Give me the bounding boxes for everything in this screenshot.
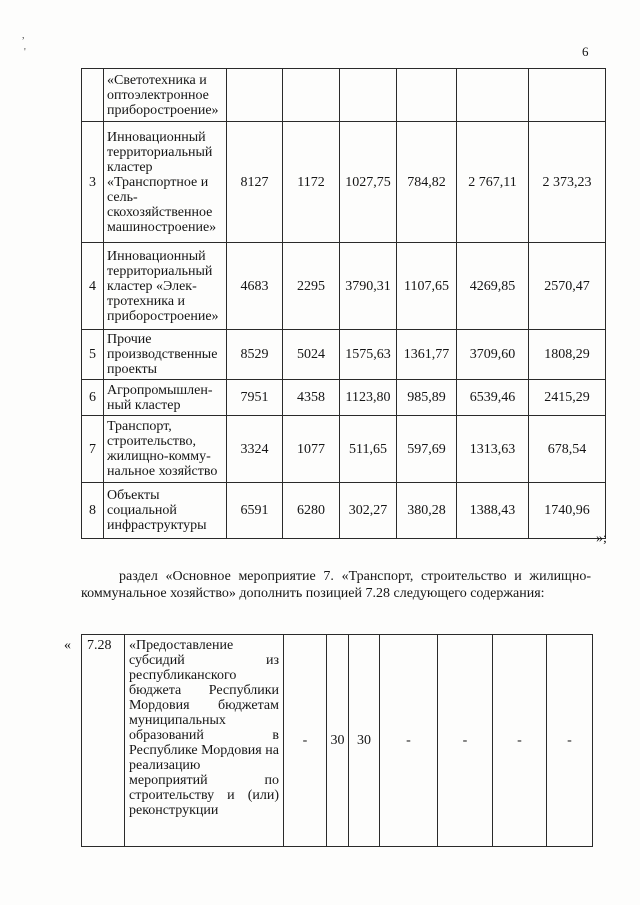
measure-description: «Предоставление субсидий из республиканского бюджета Республики Мордовия бюджетам муниципальных образований в Республике Мордовия на реализацию мероприятий по строительству и (или) реконструкции [125, 635, 284, 847]
table-cell: 511,65 [340, 416, 397, 483]
table-cell: 7951 [227, 380, 283, 416]
opening-quote: « [64, 638, 71, 653]
row-number: 7 [82, 416, 104, 483]
table-row [82, 416, 606, 483]
row-name: Инновационный территориальный кластер «Элек-тротехника и приборостроение» [104, 243, 227, 330]
row-number: 4 [82, 243, 104, 330]
table-cell: - [380, 635, 438, 847]
table-cell: 1575,63 [340, 330, 397, 380]
table-cell: 5024 [283, 330, 340, 380]
table-cell: 1808,29 [529, 330, 606, 380]
amendment-paragraph: раздел «Основное мероприятие 7. «Транспорт, строительство и жилищно-коммунальное хозяйство» дополнить позицией 7.28 следующего содержания: [81, 569, 591, 601]
table-cell [227, 69, 283, 122]
table-cell: 30 [349, 635, 380, 847]
closing-quote: »; [596, 531, 607, 546]
row-name: Агропромышлен-ный кластер [104, 380, 227, 416]
table-cell: 4358 [283, 380, 340, 416]
table-cell: 2295 [283, 243, 340, 330]
row-name: Инновационный территориальный кластер «Транспортное и сель-скохозяйственное машиностроение» [104, 122, 227, 243]
table-cell: 3790,31 [340, 243, 397, 330]
table-row [82, 330, 606, 380]
table-cell: 1172 [283, 122, 340, 243]
table-cell: 1077 [283, 416, 340, 483]
table-cell: 2570,47 [529, 243, 606, 330]
row-name: «Светотехника и оптоэлектронное приборостроение» [104, 69, 227, 122]
row-number: 8 [82, 483, 104, 539]
table-cell: 302,27 [340, 483, 397, 539]
row-number: 5 [82, 330, 104, 380]
table-cell: 6539,46 [457, 380, 529, 416]
table-cell: 1027,75 [340, 122, 397, 243]
table-cell: 678,54 [529, 416, 606, 483]
measure-table [81, 634, 593, 847]
page-number: 6 [582, 44, 589, 59]
table-cell: 30 [327, 635, 349, 847]
table-row [82, 483, 606, 539]
table-cell: 4683 [227, 243, 283, 330]
table-cell: 2415,29 [529, 380, 606, 416]
row-name: Прочие производственные проекты [104, 330, 227, 380]
scan-mark: , [22, 30, 25, 41]
table-row [82, 122, 606, 243]
table-cell: 3709,60 [457, 330, 529, 380]
table-cell [397, 69, 457, 122]
table-row [82, 635, 593, 847]
table-cell: 784,82 [397, 122, 457, 243]
table-row [82, 380, 606, 416]
table-cell: 597,69 [397, 416, 457, 483]
table-cell: 1740,96 [529, 483, 606, 539]
row-number [82, 69, 104, 122]
table-cell [283, 69, 340, 122]
row-name: Транспорт, строительство, жилищно-комму-нальное хозяйство [104, 416, 227, 483]
table-cell [529, 69, 606, 122]
measure-code: 7.28 [82, 635, 125, 847]
table-cell [340, 69, 397, 122]
table-cell: 985,89 [397, 380, 457, 416]
scan-mark: ' [24, 47, 26, 58]
row-number: 6 [82, 380, 104, 416]
table-cell: 3324 [227, 416, 283, 483]
table-cell: 4269,85 [457, 243, 529, 330]
table-cell: 8127 [227, 122, 283, 243]
table-cell [457, 69, 529, 122]
table-cell: 6280 [283, 483, 340, 539]
table-cell: - [547, 635, 593, 847]
table-cell: 6591 [227, 483, 283, 539]
table-cell: 1313,63 [457, 416, 529, 483]
table-cell: - [493, 635, 547, 847]
table-cell: - [438, 635, 493, 847]
table-cell: 1107,65 [397, 243, 457, 330]
table-cell: 1361,77 [397, 330, 457, 380]
table-row [82, 243, 606, 330]
table-cell: 8529 [227, 330, 283, 380]
table-cell: 2 373,23 [529, 122, 606, 243]
table-cell: - [284, 635, 327, 847]
cluster-table [81, 68, 606, 539]
row-name: Объекты социальной инфраструктуры [104, 483, 227, 539]
table-cell: 1123,80 [340, 380, 397, 416]
table-cell: 1388,43 [457, 483, 529, 539]
table-cell: 380,28 [397, 483, 457, 539]
table-cell: 2 767,11 [457, 122, 529, 243]
table-row [82, 69, 606, 122]
row-number: 3 [82, 122, 104, 243]
